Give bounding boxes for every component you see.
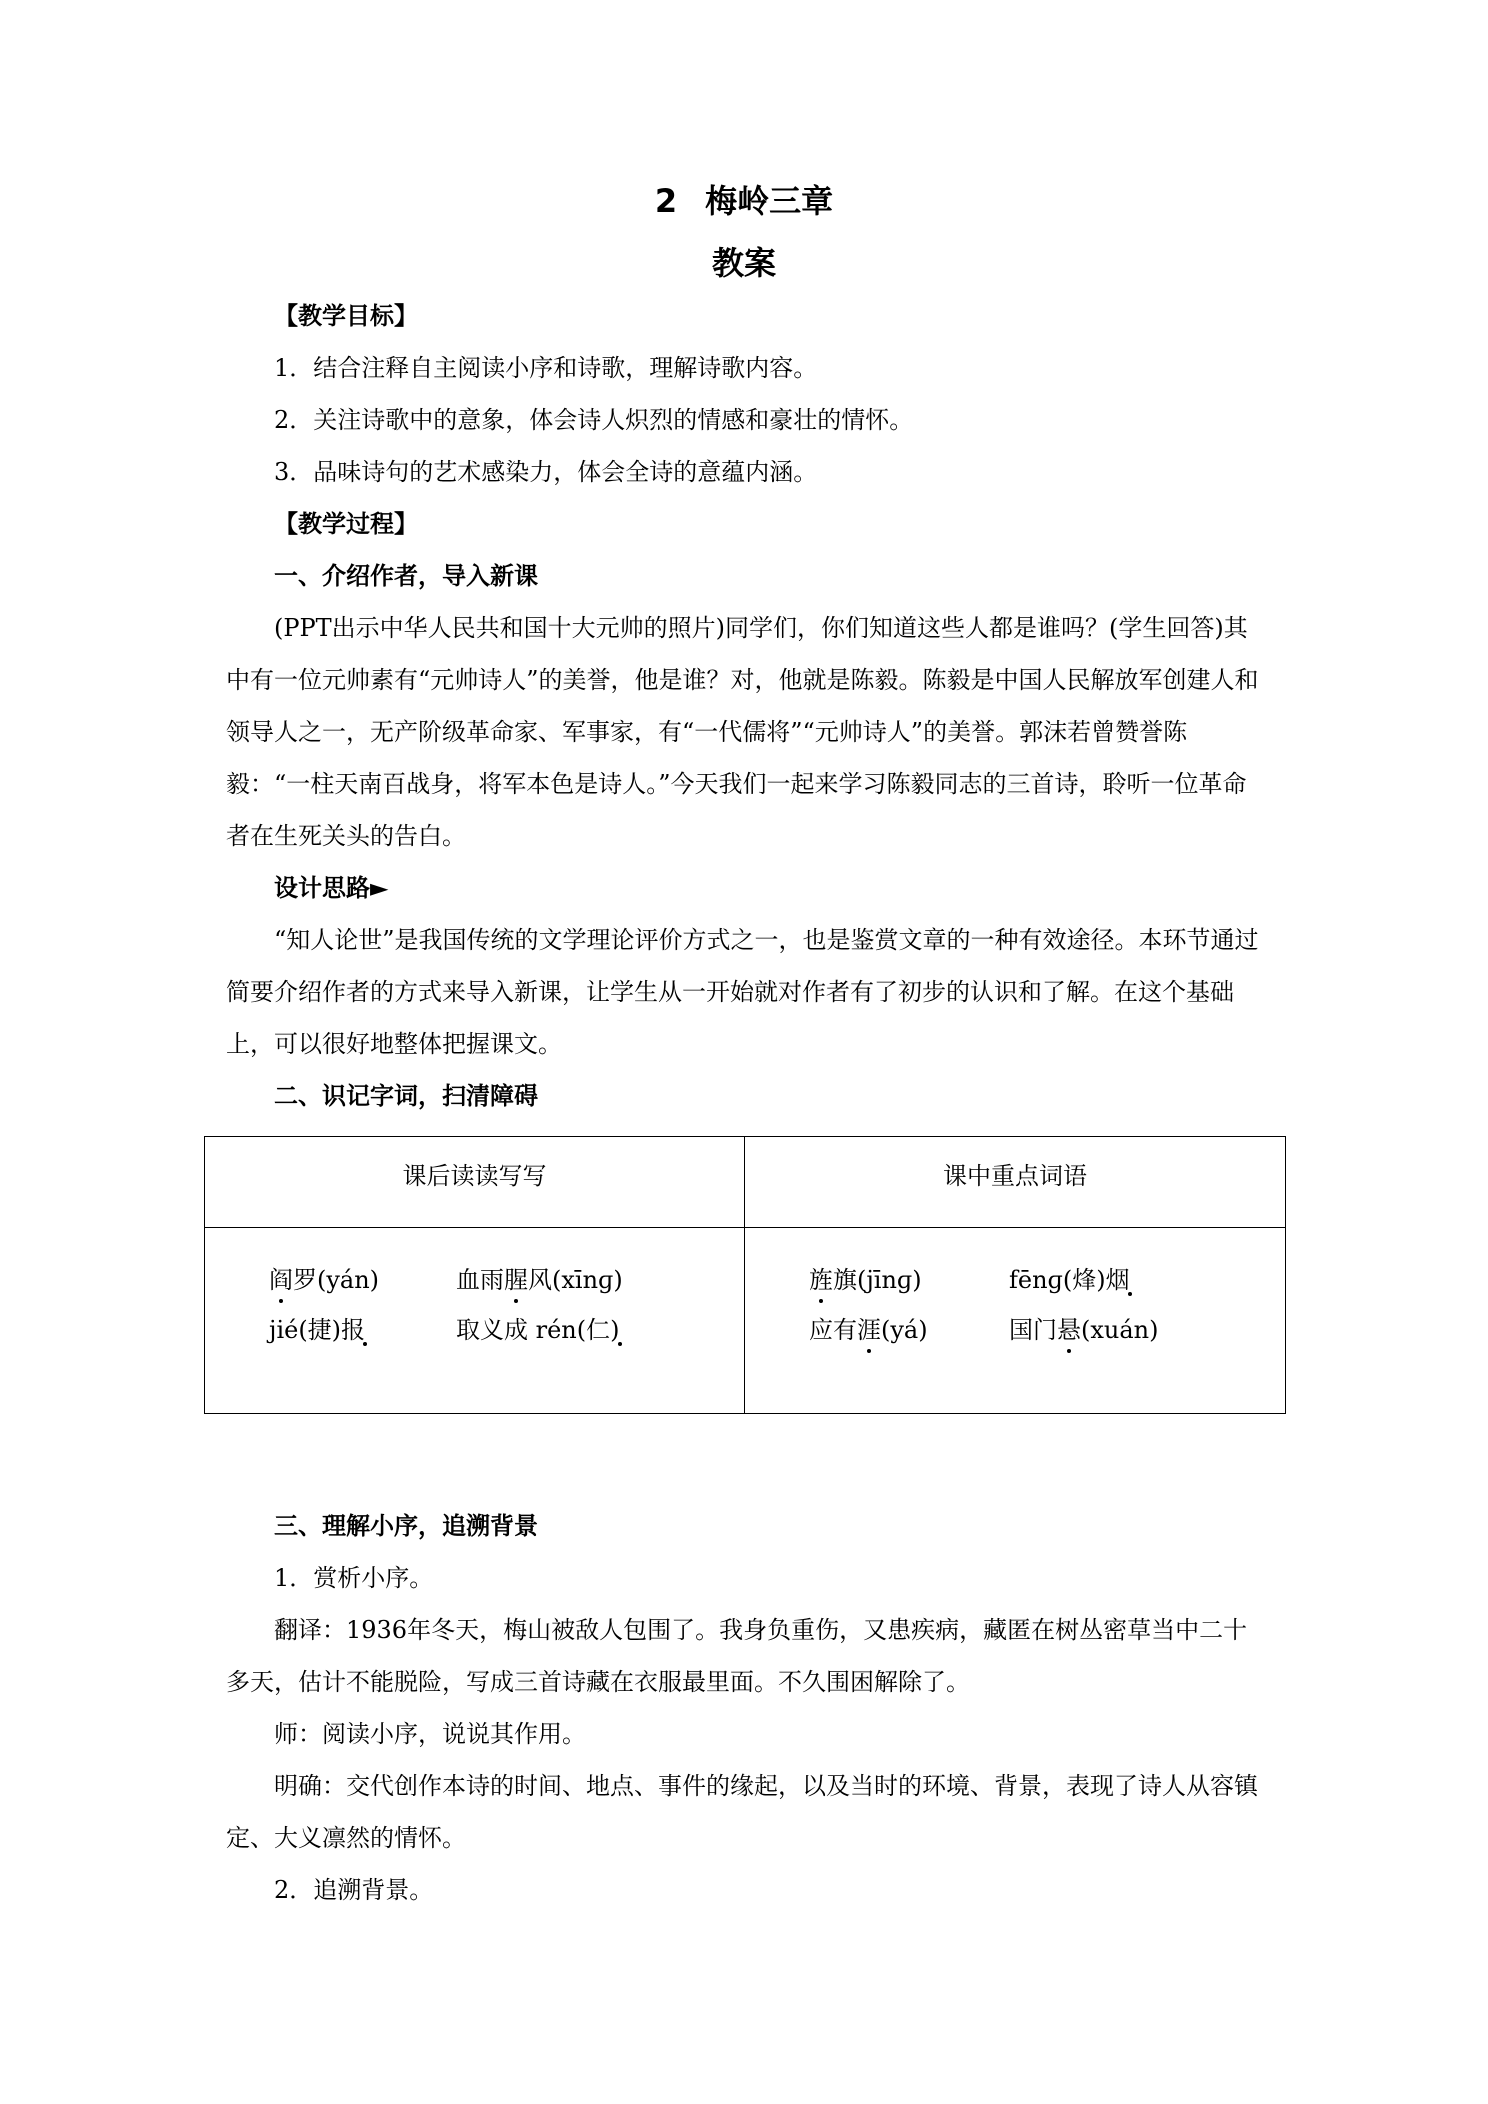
goal-item-3: 3．品味诗句的艺术感染力，体会全诗的意蕴内涵。	[274, 458, 818, 486]
part2-heading: 二、识记字词，扫清障碍	[274, 1082, 538, 1110]
vocab-term: 国门悬(xuán)	[1009, 1316, 1159, 1344]
part1-heading: 一、介绍作者，导入新课	[274, 562, 538, 590]
goal-item-2: 2．关注诗歌中的意象，体会诗人炽烈的情感和豪壮的情怀。	[274, 406, 914, 434]
vocab-term: 取义成 rén(仁)	[456, 1316, 620, 1344]
table-row-divider	[205, 1227, 1285, 1228]
vocab-term: 旌旗(jīnɡ)	[809, 1266, 922, 1294]
part3-heading: 三、理解小序，追溯背景	[274, 1512, 538, 1540]
document-subtitle: 教案	[711, 244, 776, 282]
table-header-left: 课后读读写写	[402, 1162, 547, 1190]
goal-item-1: 1．结合注释自主阅读小序和诗歌，理解诗歌内容。	[274, 354, 818, 382]
process-heading: 【教学过程】	[274, 510, 418, 538]
part3-item-2: 2．追溯背景。	[274, 1876, 434, 1904]
part1-paragraph: (PPT出示中华人民共和国十大元帅的照片)同学们，你们知道这些人都是谁吗？(学生回答)其中有一位元帅素有“元帅诗人”的美誉，他是谁？对，他就是陈毅。陈毅是中国人民解放军创建人和领导人之一，无产阶级革命家、军事家，有“一代儒将”“元帅诗人”的美誉。郭沫若曾赞誉陈毅：“一柱天南百战身，将军本色是诗人。”今天我们一起来学习陈毅同志的三首诗，聆听一位革命者在生死关头的告白。	[226, 614, 1259, 850]
lesson-name: 梅岭三章	[705, 182, 834, 220]
vocab-term: jié(捷)报	[269, 1316, 366, 1344]
lesson-number: 2	[654, 182, 678, 220]
vocab-term: 阎罗(yán)	[269, 1266, 380, 1294]
table-header-right: 课中重点词语	[943, 1162, 1087, 1190]
lesson-title	[226, 178, 1262, 224]
vocab-term: 应有涯(yá)	[809, 1316, 928, 1344]
design-idea-paragraph: “知人论世”是我国传统的文学理论评价方式之一，也是鉴赏文章的一种有效途径。本环节通过简要介绍作者的方式来导入新课，让学生从一开始就对作者有了初步的认识和了解。在这个基础上，可以很好地整体把握课文。	[226, 926, 1259, 1058]
vocab-term: fēnɡ(烽)烟	[1009, 1266, 1130, 1294]
part3-answer: 明确：交代创作本诗的时间、地点、事件的缘起，以及当时的环境、背景，表现了诗人从容镇定、大义凛然的情怀。	[226, 1772, 1258, 1852]
goals-heading: 【教学目标】	[274, 302, 418, 330]
document-body	[226, 178, 1262, 1916]
part3-teacher-prompt: 师：阅读小序，说说其作用。	[274, 1720, 586, 1748]
vocab-term: 血雨腥风(xīnɡ)	[456, 1266, 623, 1294]
vocab-table	[204, 1136, 1286, 1414]
design-idea-heading: 设计思路►	[274, 874, 389, 902]
part3-translation: 翻译：1936年冬天，梅山被敌人包围了。我身负重伤，又患疾病，藏匿在树丛密草当中二十多天，估计不能脱险，写成三首诗藏在衣服最里面。不久围困解除了。	[226, 1616, 1248, 1696]
part3-item-1: 1．赏析小序。	[274, 1564, 434, 1592]
